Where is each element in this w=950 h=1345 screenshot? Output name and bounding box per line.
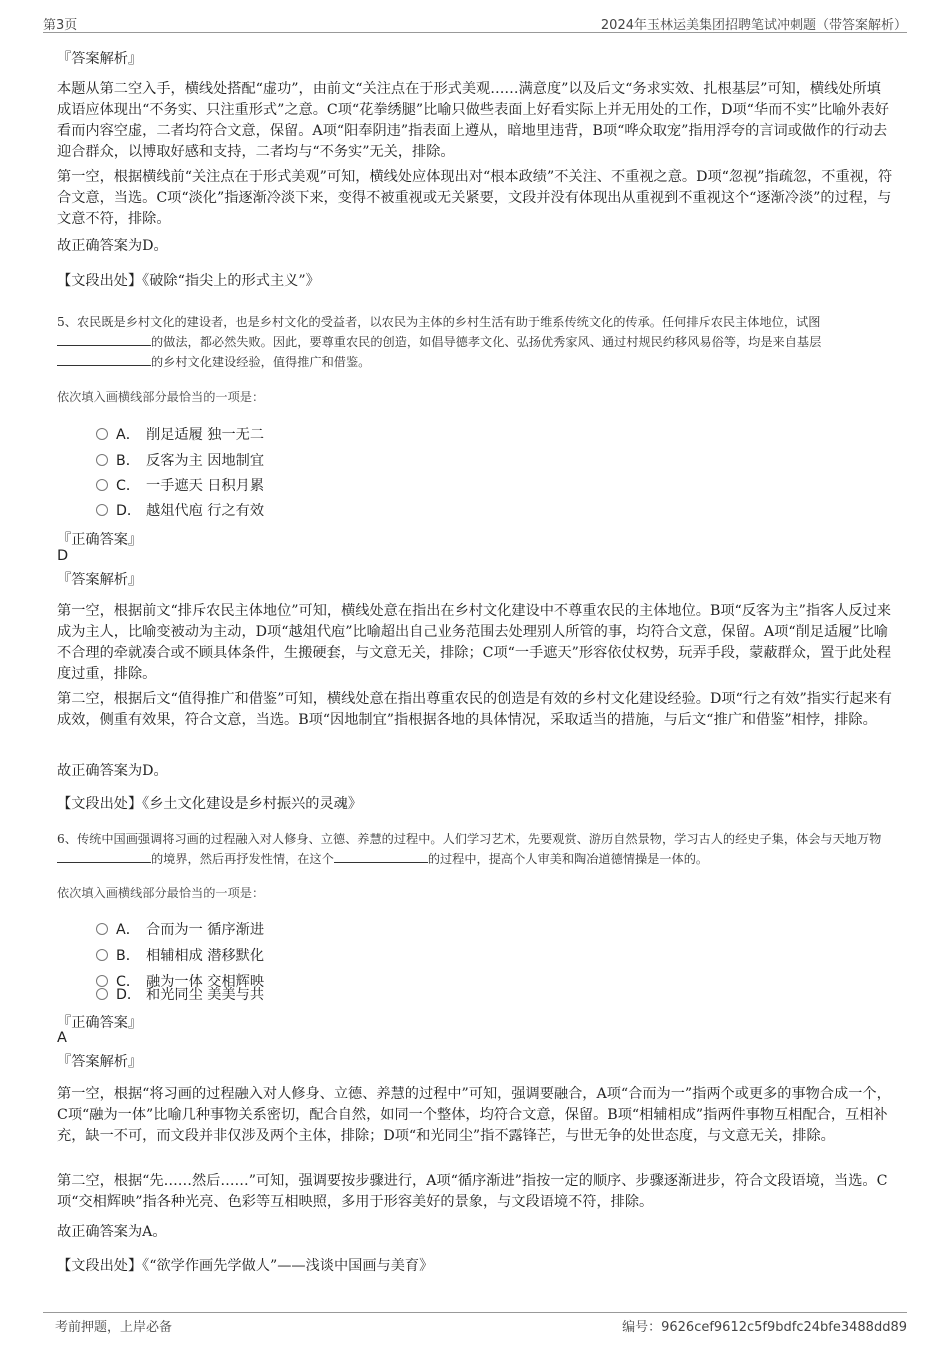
q6-analysis-p1: 第一空，根据“将习画的过程融入对人修身、立德、养慧的过程中”可知，强调要融合，A项“合而为一”指两个或更多的事物合成一个，C项“融为一体”比喻几种事物关系密切，配合自然，如同一个整体，均符合文意，保留。B项“相辅相成”指两件事物互相配合，互相补充，缺一不可，而文段并非仅涉及两个主体，排除；D项“和光同尘”指不露锋芒，与世无争的处世态度，与文意无关，排除。 <box>57 1086 891 1144</box>
q5-blank-2 <box>57 353 151 366</box>
prev-source: 【文段出处】《破除“指尖上的形式主义”》 <box>57 273 320 289</box>
q5-correct-label: 『正确答案』 <box>57 532 143 548</box>
q6-source: 【文段出处】《“欲学作画先学做人”——浅谈中国画与美育》 <box>57 1258 434 1274</box>
radio-icon[interactable] <box>96 428 108 440</box>
next-question-cutoff <box>43 1296 743 1304</box>
q6-analysis-p2: 第二空，根据“先……然后……”可知，强调要按步骤进行，A项“循序渐进”指按一定的顺序、步骤逐渐进步，符合文段语境，当选。C项“交相辉映”指各种光亮、色彩等互相映照，多用于形容美好的景象，与文段语境不符，排除。 <box>57 1173 888 1210</box>
prev-analysis-p1: 本题从第二空入手，横线处搭配“虚功”，由前文“关注点在于形式美观……满意度”以及后文“务求实效、扎根基层”可知，横线处所填成语应体现出“不务实、只注重形式”之意。C项“花拳绣腿”比喻只做些表面上好看实际上并无用处的工作，D项“华而不实”比喻外表好看而内容空虚，二者均符合文意，保留。A项“阳奉阴违”指表面上遵从，暗地里违背，B项“哗众取宠”指用浮夸的言词或做作的行动去迎合群众，以博取好感和支持，二者均与“不务实”无关，排除。 <box>57 81 889 160</box>
q5-answer: D <box>57 548 69 564</box>
q6-option-a[interactable]: A． 合而为一 循序渐进 <box>96 919 264 939</box>
q6-correct-label: 『正确答案』 <box>57 1015 143 1031</box>
q6-stem-a: 6、传统中国画强调将习画的过程融入对人修身、立德、养慧的过程中。人们学习艺术，先要观赏、游历自然景物，学习古人的经史子集，体会与天地万物 <box>57 832 882 846</box>
q6-blank-1 <box>57 850 151 863</box>
page-header <box>43 14 907 33</box>
q5-option-c[interactable]: C． 一手遮天 日积月累 <box>96 475 264 495</box>
q5-option-a[interactable]: A． 削足适履 独一无二 <box>96 424 264 444</box>
radio-icon[interactable] <box>96 504 108 516</box>
radio-icon[interactable] <box>96 949 108 961</box>
analysis-label: 『答案解析』 <box>57 51 143 67</box>
q5-hint: 依次填入画横线部分最恰当的一项是： <box>57 390 265 404</box>
prev-analysis-p2: 第一空，根据横线前“关注点在于形式美观”可知，横线处应体现出对“根本政绩”不关注、不重视之意。D项“忽视”指疏忽，不重视，符合文意，当选。C项“淡化”指逐渐冷淡下来，变得不被重视或无关紧要，文段并没有体现出从重视到不重视这个“逐渐冷淡”的过程，与文意不符，排除。 <box>57 169 893 227</box>
q5-conclusion: 故正确答案为D。 <box>57 763 168 779</box>
page-footer <box>43 1312 907 1333</box>
radio-icon[interactable] <box>96 988 108 1000</box>
q6-option-c[interactable]: C． 融为一体 交相辉映 <box>96 971 264 991</box>
q6-conclusion: 故正确答案为A。 <box>57 1224 167 1240</box>
q5-source: 【文段出处】《乡土文化建设是乡村振兴的灵魂》 <box>57 796 363 812</box>
q5-stem-a: 5、农民既是乡村文化的建设者，也是乡村文化的受益者，以农民为主体的乡村生活有助于维系传统文化的传承。任何排斥农民主体地位，试图 <box>57 315 821 329</box>
q5-blank-1 <box>57 333 151 346</box>
radio-icon[interactable] <box>96 479 108 491</box>
page-number: 第3页 <box>43 18 78 33</box>
q6-stem <box>57 829 897 869</box>
document-title: 2024年玉林运美集团招聘笔试冲刺题（带答案解析） <box>600 18 907 33</box>
q5-option-d[interactable]: D． 越俎代庖 行之有效 <box>96 500 264 520</box>
q6-hint: 依次填入画横线部分最恰当的一项是： <box>57 886 265 900</box>
radio-icon[interactable] <box>96 454 108 466</box>
q6-stem-b: 的境界，然后再抒发性情，在这个 <box>151 852 334 866</box>
q5-option-b[interactable]: B． 反客为主 因地制宜 <box>96 450 264 470</box>
prev-conclusion: 故正确答案为D。 <box>57 238 168 254</box>
q5-stem-b: 的做法，都必然失败。因此，要尊重农民的创造，如倡导德孝文化、弘扬优秀家风、通过村规民约移风易俗等，均是来自基层 <box>151 335 822 349</box>
document-id: 编号：9626cef9612c5f9bdfc24bfe3488dd89 <box>622 1320 907 1335</box>
q5-stem <box>57 312 897 372</box>
q5-stem-c: 的乡村文化建设经验，值得推广和借鉴。 <box>151 355 371 369</box>
footer-slogan: 考前押题，上岸必备 <box>55 1320 173 1335</box>
q6-stem-c: 的过程中，提高个人审美和陶冶道德情操是一体的。 <box>427 852 709 866</box>
q6-option-d[interactable]: D． 和光同尘 美美与共 <box>96 984 264 1004</box>
q5-analysis-p2: 第二空，根据后文“值得推广和借鉴”可知，横线处意在指出尊重农民的创造是有效的乡村文化建设经验。D项“行之有效”指实行起来有成效，侧重有效果，符合文意，当选。B项“因地制宜”指根据各地的具体情况，采取适当的措施，与后文“推广和借鉴”相悖，排除。 <box>57 691 892 728</box>
q6-analysis-label: 『答案解析』 <box>57 1054 143 1070</box>
q6-option-b[interactable]: B． 相辅相成 潜移默化 <box>96 945 264 965</box>
q6-answer: A <box>57 1030 67 1046</box>
radio-icon[interactable] <box>96 923 108 935</box>
q5-analysis-label: 『答案解析』 <box>57 572 143 588</box>
q6-blank-2 <box>334 850 428 863</box>
q5-analysis-p1: 第一空，根据前文“排斥农民主体地位”可知，横线处意在指出在乡村文化建设中不尊重农民的主体地位。B项“反客为主”指客人反过来成为主人，比喻变被动为主动，D项“越俎代庖”比喻超出自己业务范围去处理别人所管的事，均符合文意，保留。A项“削足适履”比喻不合理的牵就凑合或不顾具体条件，生搬硬套，与文意无关，排除；C项“一手遮天”形容依仗权势，玩弄手段，蒙蔽群众，置于此处程度过重，排除。 <box>57 603 892 682</box>
